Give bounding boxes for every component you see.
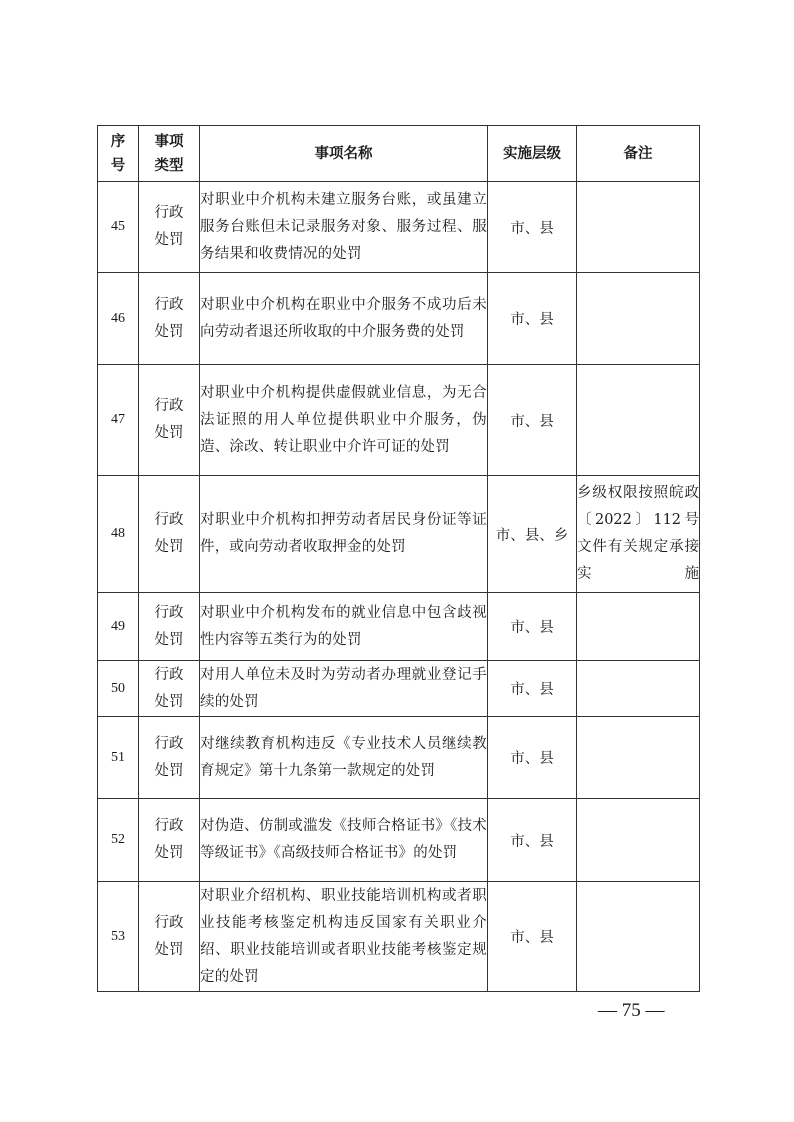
table-row [98, 182, 700, 273]
row-name: 对职业中介机构未建立服务台账，或虽建立服务台账但未记录服务对象、服务过程、服务结果和收费情况的处罚 [200, 182, 488, 273]
header-name: 事项名称 [200, 126, 488, 182]
row-level: 市、县 [488, 273, 577, 365]
row-index: 51 [98, 717, 139, 799]
row-note: 乡级权限按照皖政〔2022〕112号文件有关规定承接实施 [577, 476, 700, 593]
items-table [97, 125, 700, 992]
row-index: 45 [98, 182, 139, 273]
row-type: 行政处罚 [139, 182, 200, 273]
row-note [577, 365, 700, 476]
header-row [98, 126, 700, 182]
header-index: 序号 [98, 126, 139, 182]
row-level: 市、县 [488, 882, 577, 992]
table-row [98, 476, 700, 593]
row-note [577, 593, 700, 661]
row-name: 对职业介绍机构、职业技能培训机构或者职业技能考核鉴定机构违反国家有关职业介绍、职业技能培训或者职业技能考核鉴定规定的处罚 [200, 882, 488, 992]
row-index: 50 [98, 661, 139, 717]
table-row [98, 365, 700, 476]
row-name: 对伪造、仿制或滥发《技师合格证书》《技术等级证书》《高级技师合格证书》的处罚 [200, 799, 488, 882]
row-type: 行政处罚 [139, 717, 200, 799]
table-row [98, 717, 700, 799]
table-row [98, 661, 700, 717]
row-level: 市、县 [488, 799, 577, 882]
row-index: 48 [98, 476, 139, 593]
row-level: 市、县 [488, 593, 577, 661]
header-level: 实施层级 [488, 126, 577, 182]
row-name: 对职业中介机构发布的就业信息中包含歧视性内容等五类行为的处罚 [200, 593, 488, 661]
row-type: 行政处罚 [139, 476, 200, 593]
row-level: 市、县 [488, 717, 577, 799]
row-name: 对用人单位未及时为劳动者办理就业登记手续的处罚 [200, 661, 488, 717]
row-index: 52 [98, 799, 139, 882]
header-type: 事项类型 [139, 126, 200, 182]
row-name: 对职业中介机构在职业中介服务不成功后未向劳动者退还所收取的中介服务费的处罚 [200, 273, 488, 365]
table-row [98, 593, 700, 661]
row-index: 53 [98, 882, 139, 992]
row-type: 行政处罚 [139, 273, 200, 365]
row-level: 市、县 [488, 182, 577, 273]
row-type: 行政处罚 [139, 882, 200, 992]
row-note [577, 799, 700, 882]
row-level: 市、县、乡 [488, 476, 577, 593]
row-level: 市、县 [488, 661, 577, 717]
table-row [98, 799, 700, 882]
row-note [577, 717, 700, 799]
row-name: 对职业中介机构提供虚假就业信息，为无合法证照的用人单位提供职业中介服务，伪造、涂改、转让职业中介许可证的处罚 [200, 365, 488, 476]
row-index: 49 [98, 593, 139, 661]
header-note: 备注 [577, 126, 700, 182]
row-type: 行政处罚 [139, 593, 200, 661]
row-note [577, 273, 700, 365]
row-level: 市、县 [488, 365, 577, 476]
row-index: 47 [98, 365, 139, 476]
row-name: 对继续教育机构违反《专业技术人员继续教育规定》第十九条第一款规定的处罚 [200, 717, 488, 799]
row-type: 行政处罚 [139, 661, 200, 717]
row-type: 行政处罚 [139, 799, 200, 882]
row-note [577, 661, 700, 717]
table-row [98, 882, 700, 992]
page-number: — 75 — [598, 1000, 665, 1021]
row-note [577, 882, 700, 992]
row-note [577, 182, 700, 273]
row-index: 46 [98, 273, 139, 365]
row-type: 行政处罚 [139, 365, 200, 476]
row-name: 对职业中介机构扣押劳动者居民身份证等证件，或向劳动者收取押金的处罚 [200, 476, 488, 593]
table-row [98, 273, 700, 365]
